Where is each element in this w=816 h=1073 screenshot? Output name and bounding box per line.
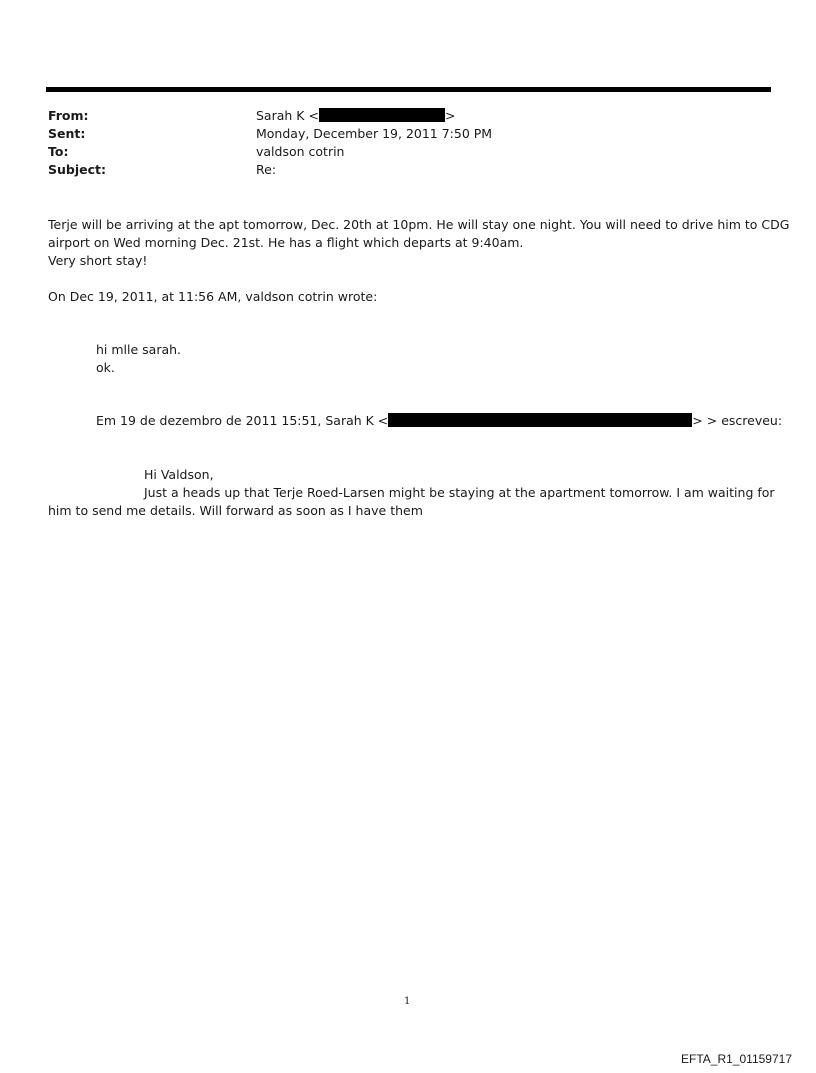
from-email-end: > <box>444 108 456 123</box>
quote2-intro <box>96 412 782 430</box>
body-line-2: airport on Wed morning Dec. 21st. He has a flight which departs at 9:40am. <box>48 235 524 250</box>
redaction-box <box>388 413 692 427</box>
header-rule <box>46 87 771 92</box>
sent-value: Monday, December 19, 2011 7:50 PM <box>256 126 493 141</box>
quote2-line-1: Hi Valdson, <box>144 467 214 482</box>
quote1-line-1: hi mlle sarah. <box>96 342 182 357</box>
quote1-line-2: ok. <box>96 360 115 375</box>
from-label: From: <box>48 108 89 123</box>
quote2-line-2: Just a heads up that Terje Roed-Larsen might be staying at the apartment tomorrow. I am waiting for <box>144 485 775 500</box>
sent-label: Sent: <box>48 126 86 141</box>
document-id: EFTA_R1_01159717 <box>681 1052 792 1066</box>
page-number: 1 <box>404 996 411 1007</box>
to-label: To: <box>48 144 69 159</box>
quote2-intro-end: > > escreveu: <box>692 413 783 428</box>
to-value: valdson cotrin <box>256 144 345 159</box>
redaction-box <box>319 108 445 122</box>
body-line-1: Terje will be arriving at the apt tomorrow, Dec. 20th at 10pm. He will stay one night. You will need to drive him to CDG <box>48 217 790 232</box>
subject-value: Re: <box>256 162 277 177</box>
quote2-line-3: him to send me details. Will forward as soon as I have them <box>48 503 423 518</box>
from-value <box>256 107 455 125</box>
quote2-intro-start: Em 19 de dezembro de 2011 15:51, Sarah K < <box>96 413 389 428</box>
subject-label: Subject: <box>48 162 106 177</box>
body-line-3: Very short stay! <box>48 253 148 268</box>
quote1-intro: On Dec 19, 2011, at 11:56 AM, valdson cotrin wrote: <box>48 289 378 304</box>
from-name: Sarah K < <box>256 108 319 123</box>
